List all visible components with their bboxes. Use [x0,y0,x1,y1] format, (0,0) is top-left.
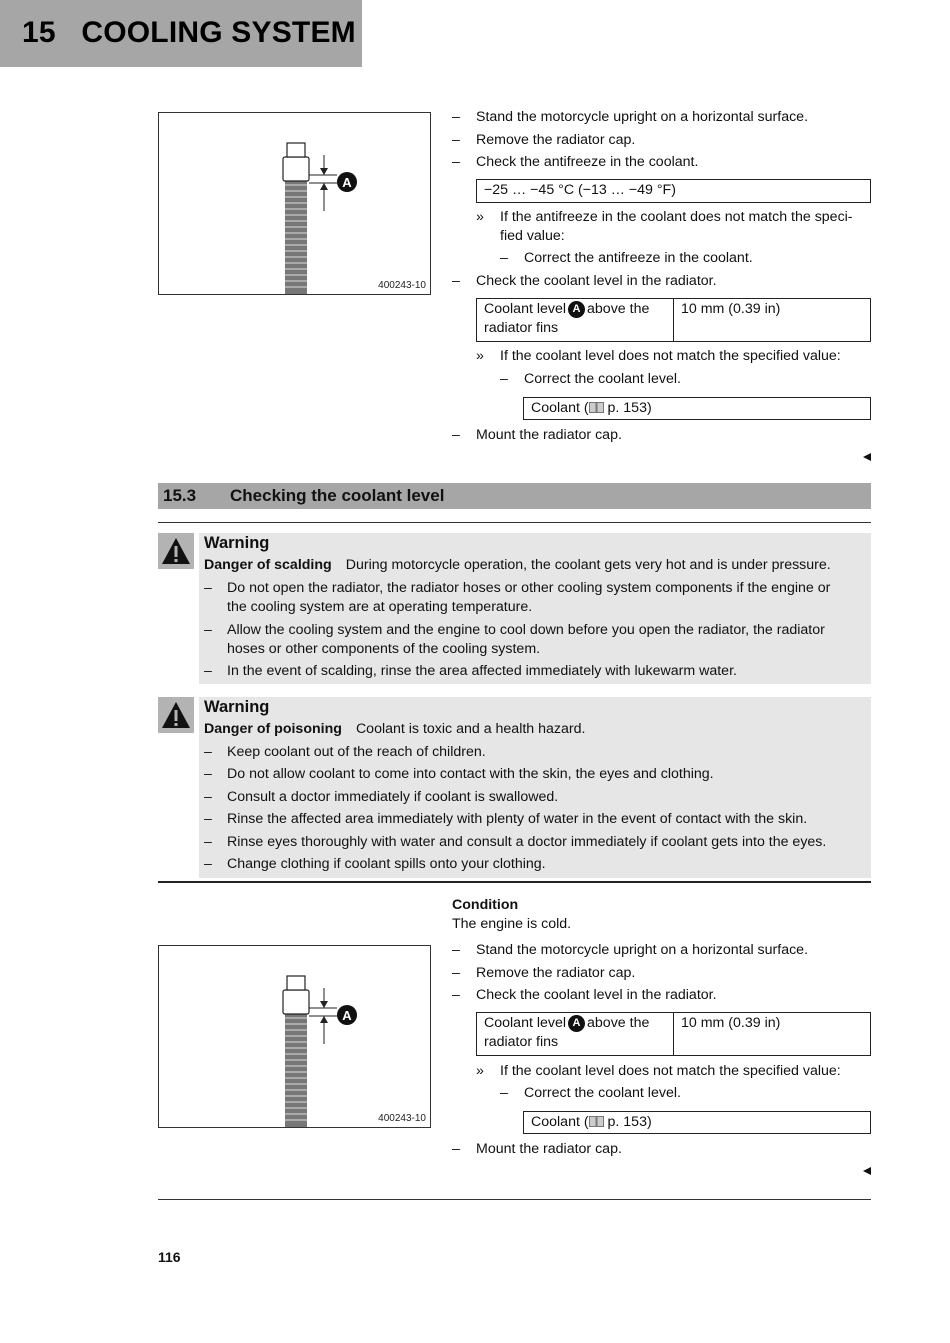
condition-heading: Condition [452,897,519,913]
warning-item: – Do not allow coolant to come into contact with the skin, the eyes and clothing. [204,766,714,782]
list-item: – Check the antifreeze in the coolant. [452,154,699,170]
warning-item: – Consult a doctor immediately if coolant is swallowed. [204,789,559,805]
antifreeze-spec-value: −25 … −45 °C (−13 … −49 °F) [484,182,676,198]
warning-item: – Change clothing if coolant spills onto your clothing. [204,856,546,872]
condition-text: The engine is cold. [452,916,572,932]
marker-label: A [342,175,352,190]
section-title: Checking the coolant level [230,486,445,505]
list-item: – Mount the radiator cap. [452,1141,622,1157]
antifreeze-spec-box [476,179,871,203]
coolant-reference-box[interactable]: Coolant ( p. 153) [523,1111,871,1134]
list-item: – Mount the radiator cap. [452,427,622,443]
list-item: – Check the coolant level in the radiator. [452,987,717,1003]
spec-value-cell: 10 mm (0.39 in) [681,301,781,317]
warning-icon-box [158,533,194,569]
radiator-illustration-icon [159,946,430,1127]
warning-poisoning-box [199,697,871,878]
warning-item: – Allow the cooling system and the engine to cool down before you open the radiator, the radiator [204,622,825,638]
warning-item: – Do not open the radiator, the radiator hoses or other cooling system components if the engine or [204,580,831,596]
warning-item: – Rinse the affected area immediately with plenty of water in the event of contact with the skin. [204,811,808,827]
warning-icon-box [158,697,194,733]
marker-label: A [342,1008,352,1023]
list-item: – Stand the motorcycle upright on a horizontal surface. [452,942,809,958]
warning-item-continued: hoses or other components of the cooling system. [227,641,541,657]
coolant-level-spec-table [476,298,871,342]
spec-label-cell: Coolant level A above the radiator fins [477,299,674,341]
page-reference-link[interactable]: p. 153) [603,400,652,416]
warning-title: Warning [204,534,270,552]
condition-item: » If the antifreeze in the coolant does not match the speci- [476,209,853,225]
radiator-figure-2 [158,945,431,1128]
warning-triangle-icon [158,533,194,569]
warning-title: Warning [204,698,270,716]
marker-label: A [568,301,585,318]
radiator-figure-1 [158,112,431,295]
marker-label: A [568,1015,585,1032]
coolant-reference-box[interactable]: Coolant ( p. 153) [523,397,871,420]
coolant-level-spec-table [476,1012,871,1056]
divider [158,881,871,883]
warning-lead: Danger of scalding During motorcycle operation, the coolant gets very hot and is under pressure. [204,557,831,573]
end-of-procedure-icon [863,1167,871,1175]
warning-item: – Keep coolant out of the reach of children. [204,744,486,760]
chapter-title: 15 COOLING SYSTEM [22,16,356,49]
book-reference-icon [589,402,604,413]
divider [158,522,871,523]
section-number: 15.3 [163,486,197,505]
figure-number: 400243-10 [378,1113,426,1124]
condition-item-continued: fied value: [500,228,565,244]
divider [158,1199,871,1200]
figure-number: 400243-10 [378,280,426,291]
warning-scalding-box [199,533,871,684]
condition-item: » If the coolant level does not match the specified value: [476,1063,841,1079]
list-item: – Remove the radiator cap. [452,132,636,148]
action-item: – Correct the coolant level. [500,371,681,387]
list-item: – Stand the motorcycle upright on a horizontal surface. [452,109,809,125]
action-item: – Correct the coolant level. [500,1085,681,1101]
radiator-illustration-icon [159,113,430,294]
list-item: – Check the coolant level in the radiator. [452,273,717,289]
end-of-procedure-icon [863,453,871,461]
warning-item-continued: the cooling system are at operating temperature. [227,599,533,615]
warning-lead: Danger of poisoning Coolant is toxic and a health hazard. [204,721,586,737]
action-item: – Correct the antifreeze in the coolant. [500,250,753,266]
spec-value-cell: 10 mm (0.39 in) [681,1015,781,1031]
warning-item: – In the event of scalding, rinse the area affected immediately with lukewarm water. [204,663,737,679]
list-item: – Remove the radiator cap. [452,965,636,981]
warning-triangle-icon [158,697,194,733]
warning-item: – Rinse eyes thoroughly with water and consult a doctor immediately if coolant gets into the eyes. [204,834,827,850]
spec-label-cell: Coolant level A above the radiator fins [477,1013,674,1055]
condition-item: » If the coolant level does not match the specified value: [476,348,841,364]
page-reference-link[interactable]: p. 153) [603,1114,652,1130]
book-reference-icon [589,1116,604,1127]
page-number: 116 [158,1249,181,1265]
